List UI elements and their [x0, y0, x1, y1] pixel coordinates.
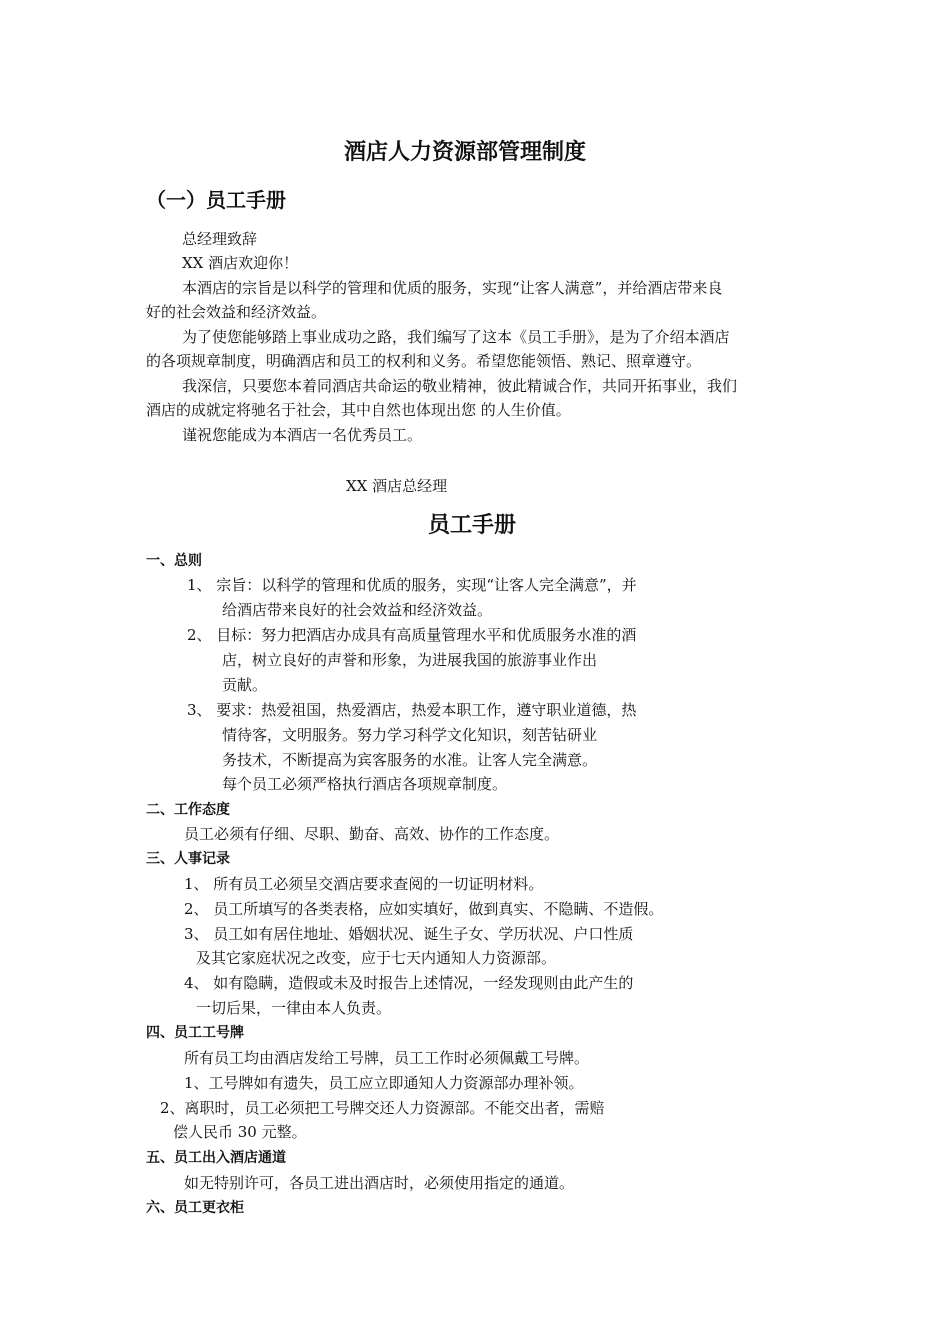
- section-heading: 一、总则: [146, 553, 202, 569]
- handbook-title: 员工手册: [428, 512, 517, 538]
- document-title: 酒店人力资源部管理制度: [344, 139, 587, 165]
- section-heading: 五、员工出入酒店通道: [146, 1150, 286, 1166]
- list-item-continuation: 情待客，文明服务。努力学习科学文化知识，刻苦钻研业: [222, 726, 598, 744]
- section-heading: 三、人事记录: [146, 851, 230, 867]
- section-heading-handbook: （一）员工手册: [146, 188, 286, 212]
- section-text: 员工必须有仔细、尽职、勤奋、高效、协作的工作态度。: [184, 825, 560, 843]
- letter-signature: XX 酒店总经理: [346, 477, 448, 495]
- list-item: 1、 所有员工必须呈交酒店要求查阅的一切证明材料。: [184, 875, 544, 893]
- list-item-continuation: 偿人民币 30 元整。: [173, 1123, 307, 1141]
- section-heading: 四、员工工号牌: [146, 1025, 244, 1041]
- letter-closing: 谨祝您能成为本酒店一名优秀员工。: [182, 426, 423, 444]
- section-text: 所有员工均由酒店发给工号牌，员工工作时必须佩戴工号牌。: [184, 1049, 590, 1067]
- letter-paragraph-line: 的各项规章制度，明确酒店和员工的权利和义务。希望您能领悟、熟记、照章遵守。: [146, 352, 702, 370]
- letter-greeting: 总经理致辞: [182, 230, 258, 248]
- list-item-continuation: 店，树立良好的声誉和形象，为进展我国的旅游事业作出: [222, 651, 598, 669]
- letter-paragraph-line: 本酒店的宗旨是以科学的管理和优质的服务，实现“让客人满意”，并给酒店带来良: [182, 279, 723, 297]
- list-item-continuation: 及其它家庭状况之改变，应于七天内通知人力资源部。: [196, 949, 557, 967]
- list-item-continuation: 一切后果，一律由本人负责。: [196, 999, 392, 1017]
- list-item: 3、 员工如有居住地址、婚姻状况、诞生子女、学历状况、户口性质: [184, 925, 634, 943]
- list-item: 3、 要求：热爱祖国，热爱酒店，热爱本职工作，遵守职业道德，热: [187, 701, 637, 719]
- list-item: 2、 员工所填写的各类表格，应如实填好，做到真实、不隐瞒、不造假。: [184, 900, 664, 918]
- list-item: 1、工号牌如有遗失，员工应立即通知人力资源部办理补领。: [184, 1074, 584, 1092]
- letter-paragraph-line: 酒店的成就定将驰名于社会，其中自然也体现出您 的人生价值。: [146, 401, 571, 419]
- letter-paragraph-line: 好的社会效益和经济效益。: [146, 303, 327, 321]
- section-heading: 二、工作态度: [146, 802, 230, 818]
- letter-welcome: XX 酒店欢迎你！: [182, 254, 299, 272]
- list-item: 1、 宗旨：以科学的管理和优质的服务，实现“让客人完全满意”，并: [187, 576, 637, 594]
- letter-paragraph-line: 我深信，只要您本着同酒店共命运的敬业精神，彼此精诚合作，共同开拓事业，我们: [182, 377, 738, 395]
- list-item: 2、 目标：努力把酒店办成具有高质量管理水平和优质服务水准的酒: [187, 626, 637, 644]
- list-item-continuation: 给酒店带来良好的社会效益和经济效益。: [222, 601, 493, 619]
- list-item: 2、离职时，员工必须把工号牌交还人力资源部。不能交出者，需赔: [160, 1099, 605, 1117]
- list-item-continuation: 贡献。: [222, 676, 268, 694]
- list-item-continuation: 每个员工必须严格执行酒店各项规章制度。: [222, 775, 508, 793]
- section-heading: 六、员工更衣柜: [146, 1200, 244, 1216]
- list-item: 4、 如有隐瞒，造假或未及时报告上述情况，一经发现则由此产生的: [184, 974, 634, 992]
- letter-paragraph-line: 为了使您能够踏上事业成功之路，我们编写了这本《员工手册》，是为了介绍本酒店: [182, 328, 730, 346]
- section-text: 如无特别许可，各员工进出酒店时，必须使用指定的通道。: [184, 1174, 575, 1192]
- list-item-continuation: 务技术，不断提高为宾客服务的水准。让客人完全满意。: [222, 751, 598, 769]
